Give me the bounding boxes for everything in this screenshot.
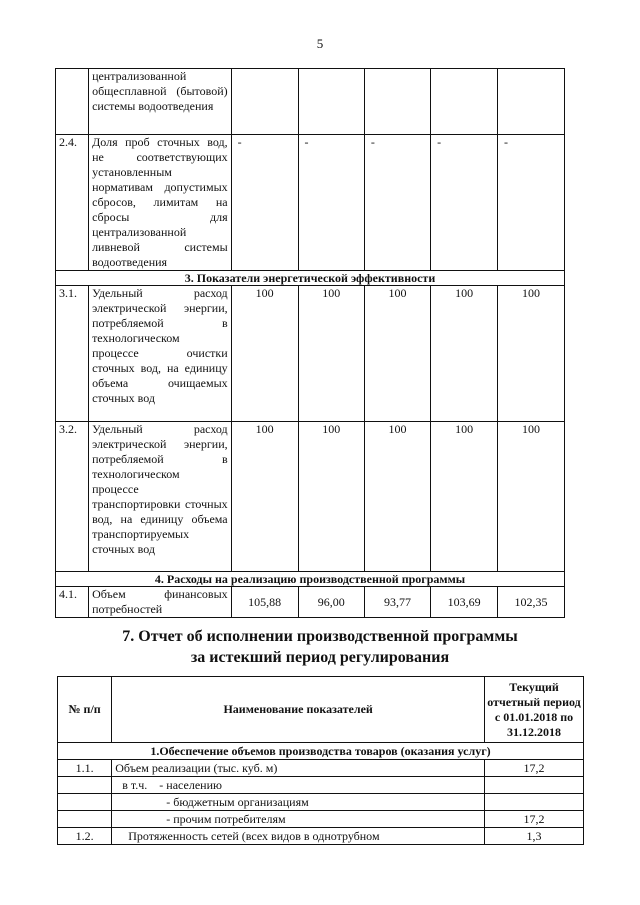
value-cell: 100 [364,422,430,572]
value-cell: 103,69 [431,587,498,618]
value-cell: 100 [498,422,565,572]
table-row [58,760,584,777]
value-cell: 100 [298,422,364,572]
value-cell: 96,00 [298,587,364,618]
value-cell: 100 [231,422,298,572]
report-title-line2: за истекший период регулирования [190,649,450,666]
row-number-cell: 2.4. [56,135,89,271]
value-cell [498,69,565,135]
value-cell: - [364,135,430,271]
indicator-name-cell: - бюджетным организациям [112,794,485,811]
value-cell [231,69,298,135]
value-cell: 100 [498,286,565,422]
section-header-row [56,572,565,587]
value-cell: 100 [431,422,498,572]
value-cell [485,777,584,794]
value-cell [364,69,430,135]
section-title: 3. Показатели энергетической эффективности [56,271,565,286]
table-row [56,135,565,271]
value-cell [485,794,584,811]
row-number-cell [58,794,112,811]
header-number: № п/п [58,677,112,743]
value-cell: 100 [431,286,498,422]
value-cell: - [298,135,364,271]
value-cell: 105,88 [231,587,298,618]
value-cell: 100 [298,286,364,422]
value-cell: 100 [364,286,430,422]
header-period: Текущий отчетный период с 01.01.2018 по 31.12.2018 [485,677,584,743]
table-row [56,286,565,422]
row-number-cell: 3.2. [56,422,89,572]
value-cell: - [431,135,498,271]
report-title-line1: 7. Отчет об исполнении производственной программы [122,628,518,645]
indicator-name-cell: централизованной общесплавной (бытовой) системы водоотведения [89,69,232,135]
table-row [56,587,565,618]
row-number-cell: 4.1. [56,587,89,618]
indicator-name-cell: - прочим потребителям [112,811,485,828]
value-cell: - [231,135,298,271]
indicator-name-cell: Удельный расход электрической энергии, потребляемой в технологическом процессе транспортировки сточных вод, на единицу объема транспортируемых сточных вод [89,422,232,572]
value-cell: 100 [231,286,298,422]
value-cell: 17,2 [485,811,584,828]
row-number-cell: 1.1. [58,760,112,777]
page-number: 5 [316,36,324,51]
indicator-name-cell: Объем реализации (тыс. куб. м) [112,760,485,777]
value-cell: 1,3 [485,828,584,845]
table-row [56,422,565,572]
row-number-cell [58,777,112,794]
indicators-table [55,68,565,618]
table-row [58,794,584,811]
table-row [58,777,584,794]
report-table [57,676,584,845]
indicator-name-cell: Удельный расход электрической энергии, потребляемой в технологическом процессе очистки сточных вод, на единицу объема очищаемых сточных вод [89,286,232,422]
row-number-cell: 1.2. [58,828,112,845]
value-cell: 17,2 [485,760,584,777]
table-row [58,828,584,845]
row-number-cell [56,69,89,135]
value-cell [431,69,498,135]
value-cell: 102,35 [498,587,565,618]
indicator-name-cell: Протяженность сетей (всех видов в однотрубном [112,828,485,845]
section-header-row [56,271,565,286]
row-number-cell: 3.1. [56,286,89,422]
value-cell [298,69,364,135]
indicator-name-cell: Доля проб сточных вод, не соответствующих установленным нормативам допустимых сбросов, лимитам на сбросы для централизованной ливневой системы водоотведения [89,135,232,271]
section-header-row [58,743,584,760]
header-name: Наименование показателей [112,677,485,743]
table-row [56,69,565,135]
value-cell: 93,77 [364,587,430,618]
section-title: 4. Расходы на реализацию производственной программы [56,572,565,587]
section-title: 1.Обеспечение объемов производства товаров (оказания услуг) [58,743,584,760]
indicator-name-cell: в т.ч. - населению [112,777,485,794]
table-header-row [58,677,584,743]
indicator-name-cell: Объем финансовых потребностей [89,587,232,618]
table-row [58,811,584,828]
row-number-cell [58,811,112,828]
value-cell: - [498,135,565,271]
